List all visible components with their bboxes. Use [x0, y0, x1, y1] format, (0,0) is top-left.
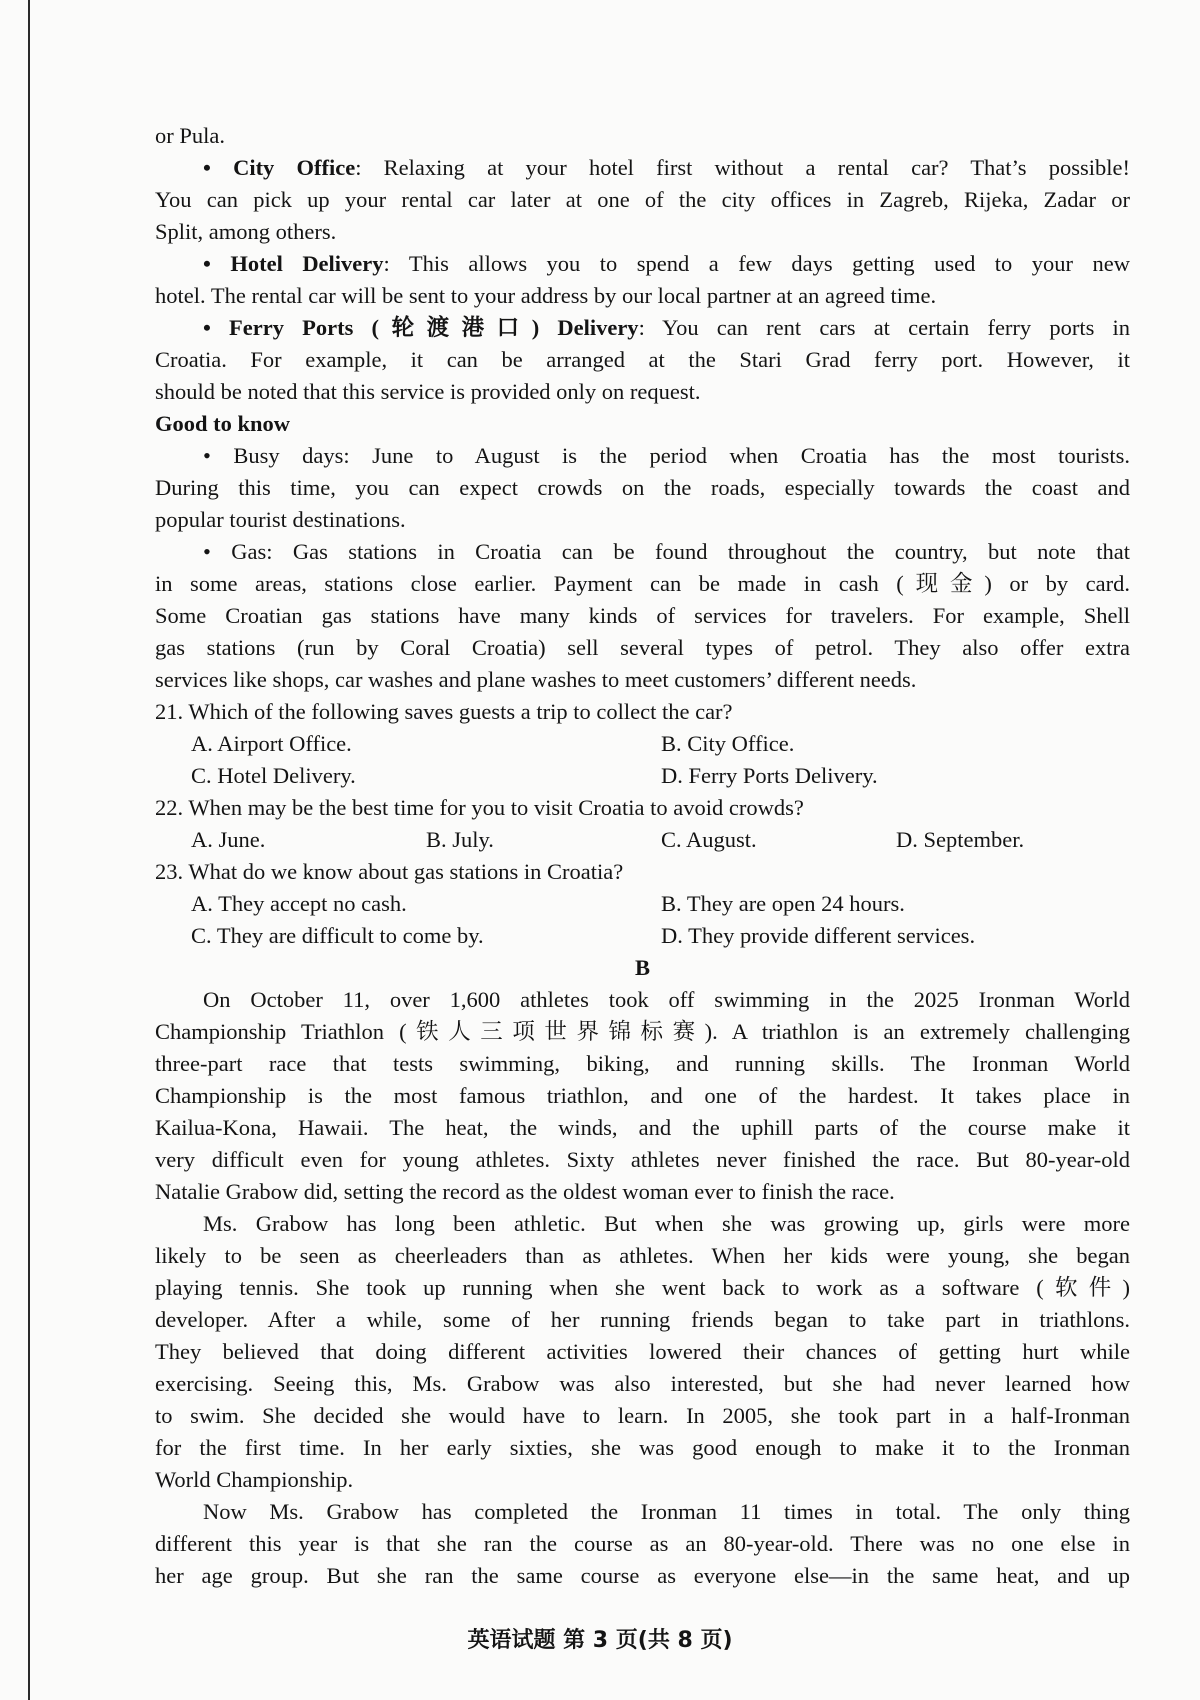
option-row: [155, 920, 1130, 952]
option-row: [155, 728, 1130, 760]
section-b-heading: B: [634, 955, 650, 980]
page-footer: 英语试题 第 3 页(共 8 页): [467, 1628, 733, 1653]
passage-line: in some areas, stations close earlier. Payment can be made in cash (现金) or by card.: [155, 571, 1130, 596]
question-23: [155, 856, 1130, 952]
passage-line: gas stations (run by Coral Croatia) sell several types of petrol. They also offer extra: [155, 635, 1130, 660]
passage-line: three-part race that tests swimming, biking, and running skills. The Ironman World: [155, 1051, 1130, 1076]
exam-page-content: [155, 120, 1130, 1592]
paragraph-3: [155, 1496, 1130, 1592]
passage-line: Some Croatian gas stations have many kinds of services for travelers. For example, Shell: [155, 603, 1130, 628]
option-row: [155, 760, 1130, 792]
option-a: A. June.: [191, 827, 266, 852]
passage-line: Kailua-Kona, Hawaii. The heat, the winds, and the uphill parts of the course make it: [155, 1115, 1130, 1140]
question-22: [155, 792, 1130, 856]
passage-line: On October 11, over 1,600 athletes took off swimming in the 2025 Ironman World: [203, 987, 1130, 1012]
question-stem: 22. When may be the best time for you to visit Croatia to avoid crowds?: [155, 795, 804, 820]
option-row: [155, 888, 1130, 920]
bullet-term: • Hotel Delivery: [203, 251, 384, 276]
option-b: B. July.: [426, 827, 494, 852]
bullet-text: : Relaxing at your hotel first without a rental car? That’s possible!: [355, 155, 1130, 180]
passage-line: Championship is the most famous triathlon, and one of the hardest. It takes place in: [155, 1083, 1130, 1108]
paragraph-2: [155, 1208, 1130, 1496]
option-d: D. Ferry Ports Delivery.: [661, 763, 878, 788]
passage-line: popular tourist destinations.: [155, 507, 406, 532]
passage-line: services like shops, car washes and plane washes to meet customers’ different needs.: [155, 667, 917, 692]
passage-line: Croatia. For example, it can be arranged at the Stari Grad ferry port. However, it: [155, 347, 1130, 372]
bullet-gas: • Gas: Gas stations in Croatia can be found throughout the country, but note that: [203, 539, 1130, 564]
passage-a: [155, 120, 1130, 696]
option-a: A. They accept no cash.: [191, 891, 407, 916]
binding-margin-line: [28, 0, 30, 1700]
question-21: [155, 696, 1130, 792]
passage-line: to swim. She decided she would have to learn. In 2005, she took part in a half-Ironman: [155, 1403, 1130, 1428]
bullet-hotel-delivery: [155, 248, 1130, 280]
passage-b: [155, 984, 1130, 1592]
passage-line: exercising. Seeing this, Ms. Grabow was also interested, but she had never learned how: [155, 1371, 1130, 1396]
passage-line: different this year is that she ran the course as an 80-year-old. There was no one else in: [155, 1531, 1130, 1556]
paragraph-1: [155, 984, 1130, 1208]
option-b: B. They are open 24 hours.: [661, 891, 905, 916]
passage-line: You can pick up your rental car later at one of the city offices in Zagreb, Rijeka, Zadar or: [155, 187, 1130, 212]
passage-line: During this time, you can expect crowds on the roads, especially towards the coast and: [155, 475, 1130, 500]
option-c: C. August.: [661, 827, 757, 852]
passage-line: should be noted that this service is provided only on request.: [155, 379, 701, 404]
option-c: C. They are difficult to come by.: [191, 923, 484, 948]
passage-line: Ms. Grabow has long been athletic. But when she was growing up, girls were more: [203, 1211, 1130, 1236]
question-stem: 21. Which of the following saves guests a trip to collect the car?: [155, 699, 733, 724]
option-b: B. City Office.: [661, 731, 795, 756]
passage-line: They believed that doing different activities lowered their chances of getting hurt while: [155, 1339, 1130, 1364]
bullet-ferry-delivery: [155, 312, 1130, 344]
option-d: D. They provide different services.: [661, 923, 976, 948]
passage-line: hotel. The rental car will be sent to your address by our local partner at an agreed time.: [155, 283, 937, 308]
bullet-text: : This allows you to spend a few days getting used to your new: [383, 251, 1130, 276]
passage-line: Now Ms. Grabow has completed the Ironman 11 times in total. The only thing: [203, 1499, 1130, 1524]
option-a: A. Airport Office.: [191, 731, 352, 756]
bullet-term: • City Office: [203, 155, 356, 180]
option-c: C. Hotel Delivery.: [191, 763, 356, 788]
bullet-busy-days: • Busy days: June to August is the period when Croatia has the most tourists.: [203, 443, 1130, 468]
bullet-city-office: [155, 152, 1130, 184]
passage-line: or Pula.: [155, 123, 225, 148]
bullet-text: : You can rent cars at certain ferry ports in: [638, 315, 1130, 340]
passage-line: very difficult even for young athletes. Sixty athletes never finished the race. But 80-year-old: [155, 1147, 1130, 1172]
passage-line: World Championship.: [155, 1467, 354, 1492]
passage-line: Split, among others.: [155, 219, 337, 244]
passage-line: playing tennis. She took up running when she went back to work as a software (软件): [155, 1275, 1130, 1300]
option-row: [155, 824, 1130, 856]
passage-line: developer. After a while, some of her running friends began to take part in triathlons.: [155, 1307, 1130, 1332]
section-heading-good-to-know: Good to know: [155, 411, 291, 436]
option-d: D. September.: [896, 827, 1025, 852]
bullet-term: • Ferry Ports (轮渡港口) Delivery: [203, 315, 639, 340]
passage-line: likely to be seen as cheerleaders than as athletes. When her kids were young, she began: [155, 1243, 1130, 1268]
passage-line: Natalie Grabow did, setting the record as the oldest woman ever to finish the race.: [155, 1179, 895, 1204]
passage-line: for the first time. In her early sixties, she was good enough to make it to the Ironman: [155, 1435, 1130, 1460]
passage-line: Championship Triathlon (铁人三项世界锦标赛). A triathlon is an extremely challenging: [155, 1019, 1130, 1044]
question-stem: 23. What do we know about gas stations in Croatia?: [155, 859, 624, 884]
passage-line: her age group. But she ran the same course as everyone else—in the same heat, and up: [155, 1563, 1130, 1588]
